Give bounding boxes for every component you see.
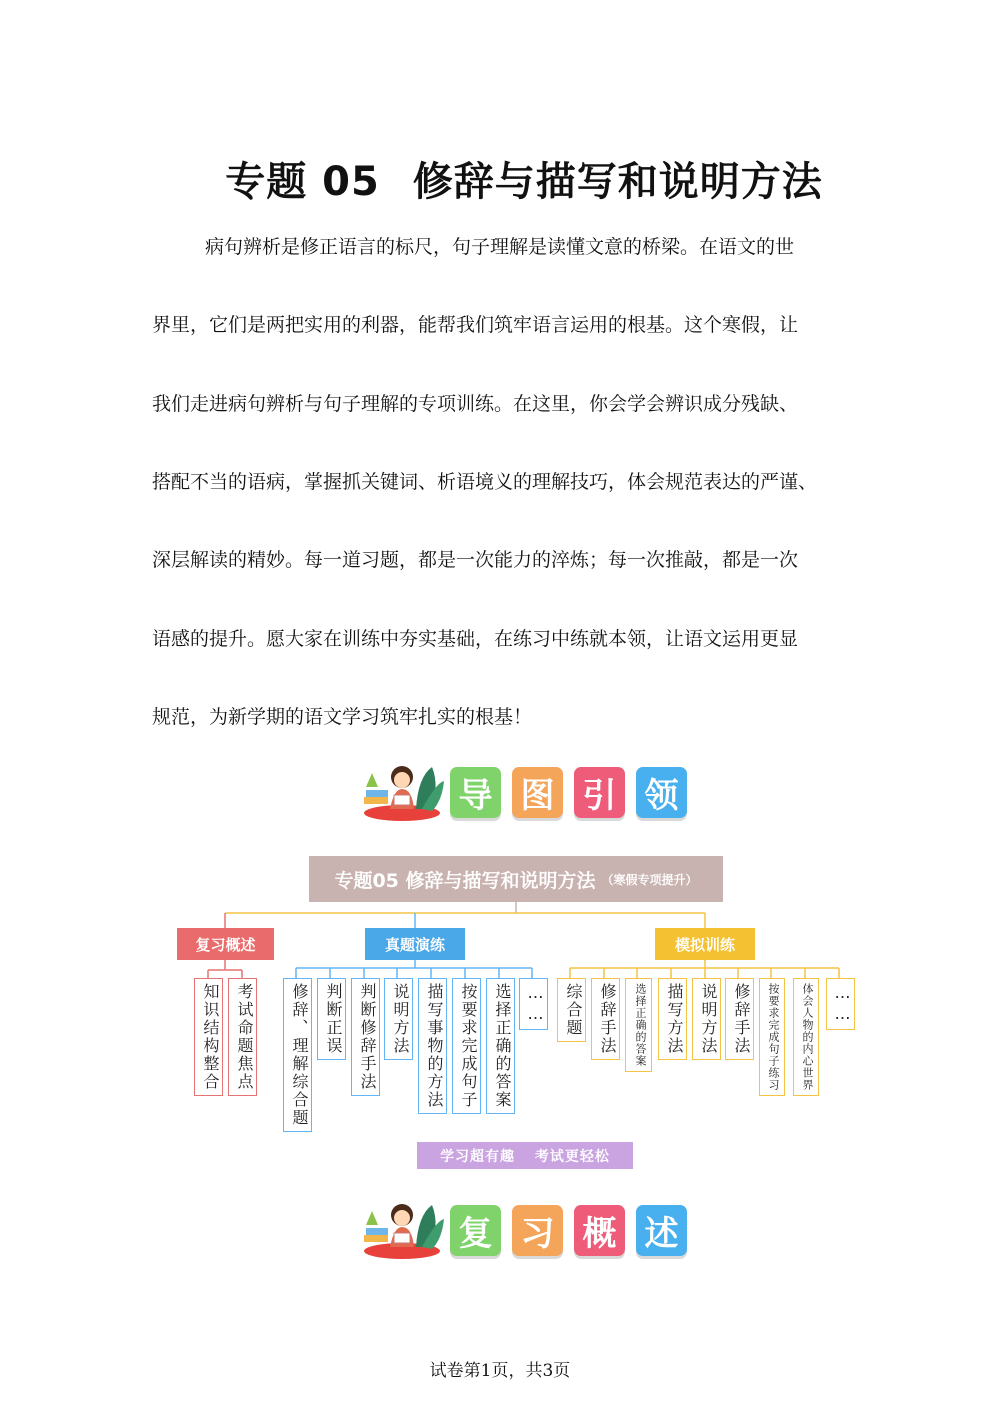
category-real-exam: 真题演练	[365, 928, 465, 960]
banner-tile: 述	[636, 1205, 687, 1256]
leaf-mock: 体会人物的内心世界	[793, 978, 819, 1096]
mindmap-slogan: 学习超有趣 考试更轻松	[417, 1142, 633, 1169]
leaf-review: 考试命题焦点	[228, 978, 257, 1096]
leaf-mock: 综合题	[557, 978, 586, 1042]
leaf-real: 描写事物的方法	[418, 978, 447, 1114]
leaf-mock: 说明方法	[692, 978, 721, 1060]
banner-tile: 导	[450, 767, 501, 818]
reading-girl-illustration	[360, 1195, 446, 1261]
leaf-mock: 选择正确的答案	[625, 978, 652, 1072]
section-banner-review	[360, 1195, 700, 1265]
mindmap-title	[309, 856, 723, 902]
intro-line: 深层解读的精妙。每一道习题，都是一次能力的淬炼；每一次推敲，都是一次	[152, 549, 799, 571]
page-footer: 试卷第1页，共3页	[429, 1361, 571, 1381]
leaf-real: 判断修辞手法	[351, 978, 380, 1096]
intro-line: 病句辨析是修正语言的标尺，句子理解是读懂文意的桥梁。在语文的世	[205, 236, 795, 258]
category-review: 复习概述	[177, 928, 274, 960]
section-banner-guide	[360, 757, 700, 827]
intro-line: 搭配不当的语病，掌握抓关键词、析语境义的理解技巧，体会规范表达的严谨、	[152, 471, 818, 493]
reading-girl-illustration	[360, 757, 446, 823]
leaf-real: 修辞、理解综合题	[283, 978, 312, 1132]
category-mock: 模拟训练	[655, 928, 755, 960]
banner-tile: 图	[512, 767, 563, 818]
page-title	[0, 150, 1000, 207]
leaf-mock: 描写方法	[658, 978, 687, 1060]
mindmap-title-text: 专题05 修辞与描写和说明方法	[334, 869, 596, 892]
banner-tile: 领	[636, 767, 687, 818]
intro-line: 界里，它们是两把实用的利器，能帮我们筑牢语言运用的根基。这个寒假，让	[152, 314, 799, 336]
banner-tile: 习	[512, 1205, 563, 1256]
banner-tile: 概	[574, 1205, 625, 1256]
leaf-mock: ……	[826, 978, 855, 1030]
leaf-real: 选择正确的答案	[486, 978, 515, 1114]
leaf-review: 知识结构整合	[194, 978, 223, 1096]
leaf-mock: 按要求完成句子练习	[759, 978, 785, 1096]
leaf-real: ……	[519, 978, 548, 1030]
leaf-mock: 修辞手法	[725, 978, 754, 1060]
leaf-real: 按要求完成句子	[452, 978, 481, 1114]
leaf-real: 判断正误	[317, 978, 346, 1060]
title-text: 修辞与描写和说明方法	[412, 159, 823, 205]
intro-line: 语感的提升。愿大家在训练中夯实基础，在练习中练就本领，让语文运用更显	[152, 628, 799, 650]
intro-line: 我们走进病句辨析与句子理解的专项训练。在这里，你会学会辨识成分残缺、	[152, 393, 799, 415]
mindmap-title-note: （寒假专项提升）	[601, 872, 698, 887]
leaf-real: 说明方法	[384, 978, 413, 1060]
intro-line: 规范，为新学期的语文学习筑牢扎实的根基！	[152, 706, 533, 728]
banner-tile: 复	[450, 1205, 501, 1256]
banner-tile: 引	[574, 767, 625, 818]
title-label: 专题 05	[225, 159, 380, 205]
leaf-mock: 修辞手法	[591, 978, 620, 1060]
